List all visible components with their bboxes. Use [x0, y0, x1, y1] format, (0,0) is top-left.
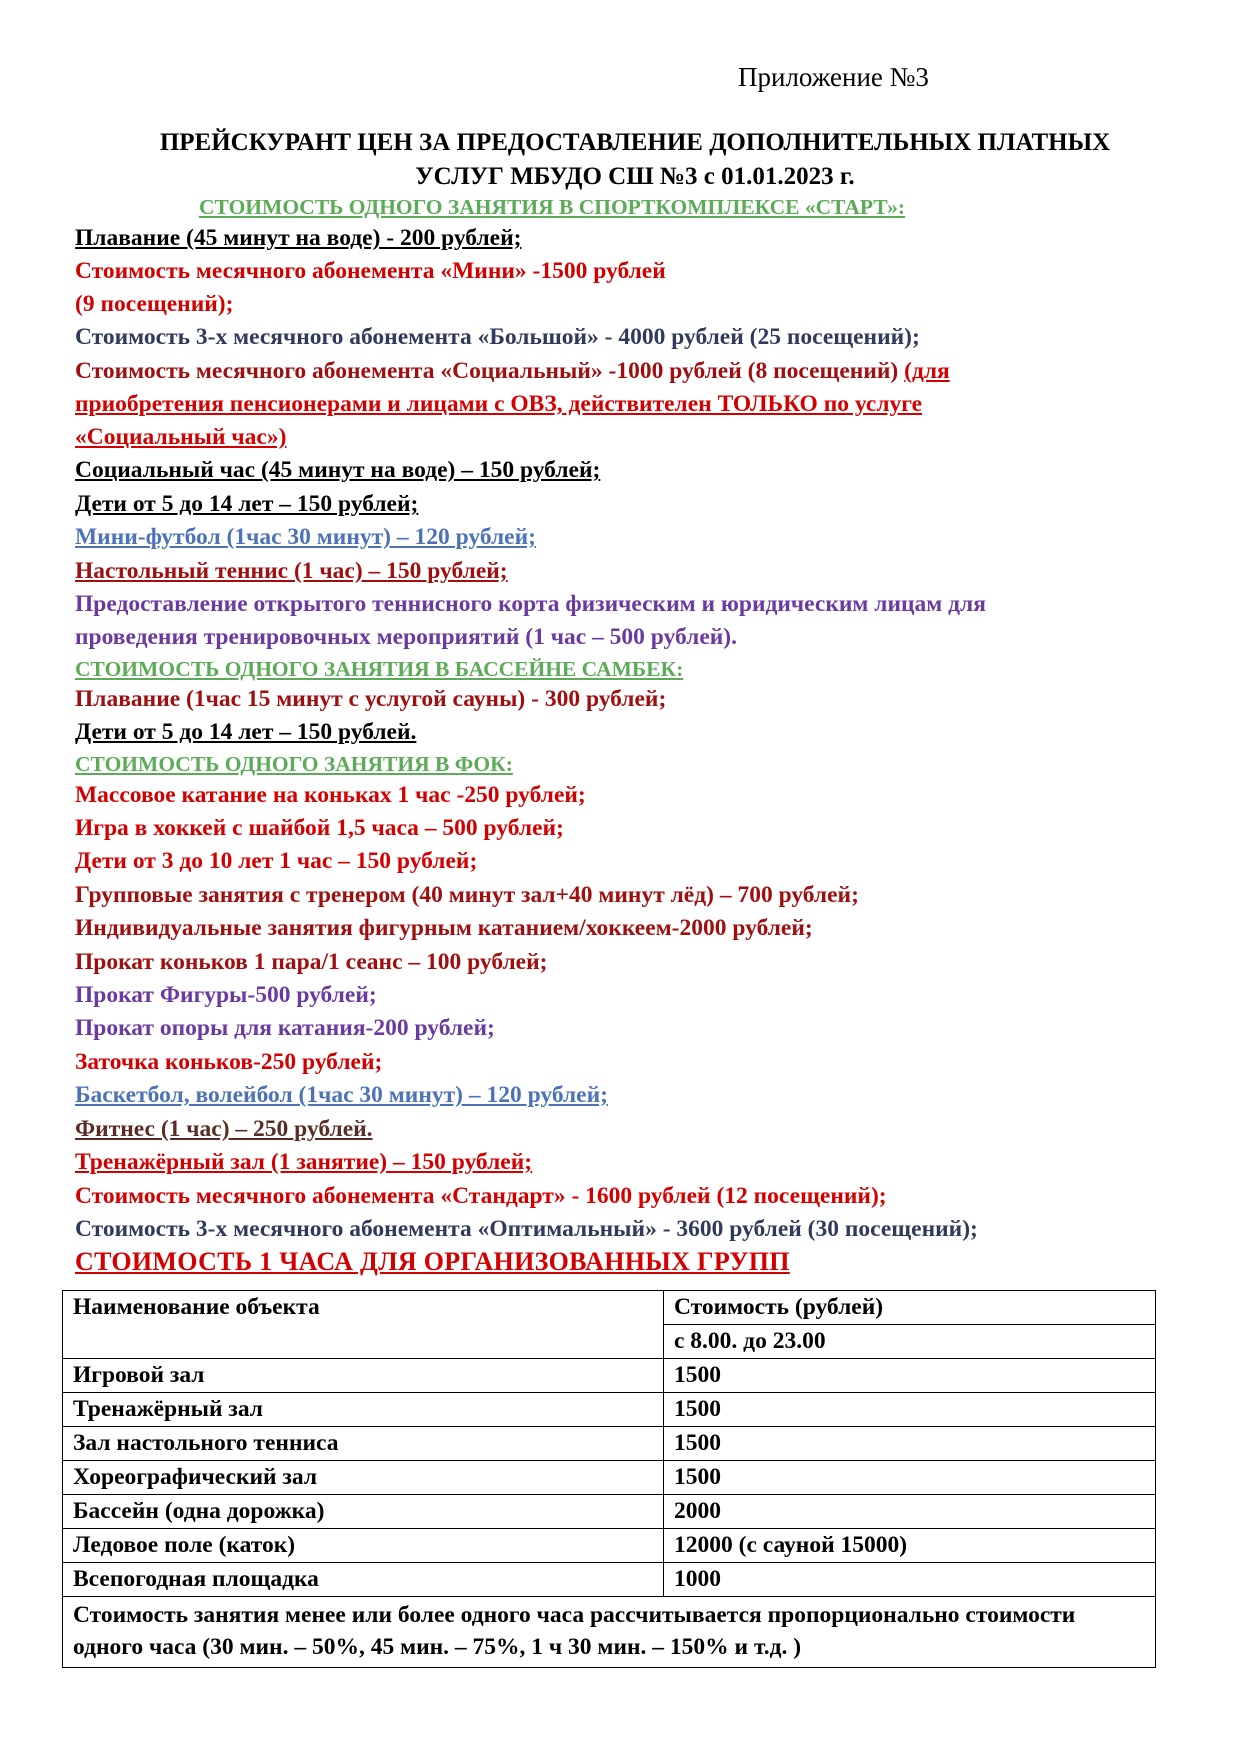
object-name: Хореографический зал	[63, 1461, 664, 1495]
object-name: Бассейн (одна дорожка)	[63, 1495, 664, 1529]
fok-item: Баскетбол, волейбол (1час 30 минут) – 120 рублей;	[75, 1082, 608, 1108]
section-heading-fok: СТОИМОСТЬ ОДНОГО ЗАНЯТИЯ В ФОК:	[75, 752, 513, 776]
object-name: Ледовое поле (каток)	[63, 1529, 664, 1563]
section-heading-groups: СТОИМОСТЬ 1 ЧАСА ДЛЯ ОРГАНИЗОВАННЫХ ГРУПП	[75, 1247, 790, 1276]
sambek-kids: Дети от 5 до 14 лет – 150 рублей.	[75, 719, 417, 745]
title-line-1: ПРЕЙСКУРАНТ ЦЕН ЗА ПРЕДОСТАВЛЕНИЕ ДОПОЛНИТЕЛЬНЫХ ПЛАТНЫХ	[159, 129, 1111, 156]
start-tennis-court: Предоставление открытого теннисного корта физическим и юридическим лицам для	[75, 591, 986, 617]
fok-item: Тренажёрный зал (1 занятие) – 150 рублей;	[75, 1149, 533, 1175]
object-price: 1000	[664, 1563, 1156, 1597]
object-price: 12000 (с сауной 15000)	[664, 1529, 1156, 1563]
object-price: 1500	[664, 1393, 1156, 1427]
appendix-label: Приложение №3	[738, 62, 929, 92]
fok-item: Игра в хоккей с шайбой 1,5 часа – 500 рублей;	[75, 815, 564, 841]
table-row	[63, 1563, 1156, 1597]
table-row	[63, 1393, 1156, 1427]
title-line-2: УСЛУГ МБУДО СШ №3 с 01.01.2023 г.	[415, 163, 855, 190]
document-title	[60, 126, 1210, 194]
start-mini-football: Мини-футбол (1час 30 минут) – 120 рублей;	[75, 524, 536, 550]
fok-item: Прокат опоры для катания-200 рублей;	[75, 1015, 495, 1041]
object-price: 1500	[664, 1461, 1156, 1495]
fok-item: Групповые занятия с тренером (40 минут зал+40 минут лёд) – 700 рублей;	[75, 882, 859, 908]
object-name: Зал настольного тенниса	[63, 1427, 664, 1461]
social-subscription-main: Стоимость месячного абонемента «Социальный» -1000 рублей (8 посещений)	[75, 358, 905, 384]
object-name: Тренажёрный зал	[63, 1393, 664, 1427]
start-big-subscription: Стоимость 3-х месячного абонемента «Большой» - 4000 рублей (25 посещений);	[75, 324, 920, 350]
table-note-row	[63, 1597, 1156, 1668]
fok-item: Фитнес (1 час) – 250 рублей.	[75, 1116, 373, 1142]
object-name: Всепогодная площадка	[63, 1563, 664, 1597]
start-kids: Дети от 5 до 14 лет – 150 рублей;	[75, 491, 419, 517]
start-mini-subscription: Стоимость месячного абонемента «Мини» -1500 рублей	[75, 258, 666, 284]
fok-item: Прокат Фигуры-500 рублей;	[75, 982, 377, 1008]
table-row	[63, 1359, 1156, 1393]
start-swimming: Плавание (45 минут на воде) - 200 рублей;	[75, 225, 522, 251]
pricing-note: Стоимость занятия менее или более одного часа рассчитывается пропорционально стоимости одного часа (30 мин. – 50%, 45 мин. – 75%, 1 ч 30 мин. – 150% и т.д. )	[63, 1597, 1156, 1668]
header-object: Наименование объекта	[63, 1291, 664, 1359]
start-tennis-court-cont: проведения тренировочных мероприятий (1 час – 500 рублей).	[75, 624, 738, 650]
start-social-hour: Социальный час (45 минут на воде) – 150 рублей;	[75, 457, 601, 483]
fok-item: Дети от 3 до 10 лет 1 час – 150 рублей;	[75, 848, 478, 874]
start-mini-subscription-visits: (9 посещений);	[75, 291, 234, 317]
social-subscription-note-end: «Социальный час»)	[75, 424, 287, 450]
section-heading-sambek: СТОИМОСТЬ ОДНОГО ЗАНЯТИЯ В БАССЕЙНЕ САМБЕК:	[75, 657, 684, 681]
object-price: 1500	[664, 1427, 1156, 1461]
fok-item: Заточка коньков-250 рублей;	[75, 1049, 383, 1075]
header-price-hours: с 8.00. до 23.00	[664, 1325, 1156, 1359]
fok-item: Стоимость 3-х месячного абонемента «Оптимальный» - 3600 рублей (30 посещений);	[75, 1216, 978, 1242]
social-subscription-note: приобретения пенсионерами и лицами с ОВЗ, действителен ТОЛЬКО по услуге	[75, 391, 923, 417]
object-name: Игровой зал	[63, 1359, 664, 1393]
sambek-swimming: Плавание (1час 15 минут с услугой сауны) - 300 рублей;	[75, 686, 667, 712]
social-subscription-note-start: (для	[904, 358, 950, 384]
table-row	[63, 1495, 1156, 1529]
start-table-tennis: Настольный теннис (1 час) – 150 рублей;	[75, 558, 508, 584]
section-heading-start: СТОИМОСТЬ ОДНОГО ЗАНЯТИЯ В СПОРТКОМПЛЕКСЕ «СТАРТ»:	[199, 195, 906, 219]
start-social-subscription	[75, 356, 950, 386]
object-price: 1500	[664, 1359, 1156, 1393]
table-row	[63, 1427, 1156, 1461]
table-header-row	[63, 1291, 1156, 1325]
group-prices-table	[62, 1290, 1156, 1668]
fok-item: Прокат коньков 1 пара/1 сеанс – 100 рублей;	[75, 949, 548, 975]
fok-item: Стоимость месячного абонемента «Стандарт» - 1600 рублей (12 посещений);	[75, 1183, 887, 1209]
table-row	[63, 1529, 1156, 1563]
header-price: Стоимость (рублей)	[664, 1291, 1156, 1325]
fok-item: Массовое катание на коньках 1 час -250 рублей;	[75, 782, 586, 808]
fok-item: Индивидуальные занятия фигурным катанием/хоккеем-2000 рублей;	[75, 915, 813, 941]
object-price: 2000	[664, 1495, 1156, 1529]
table-row	[63, 1461, 1156, 1495]
